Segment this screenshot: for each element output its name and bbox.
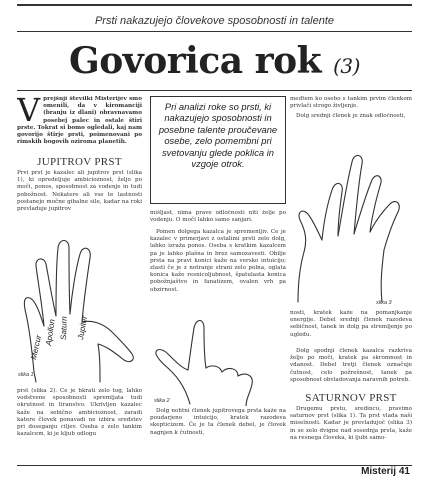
col3-mid-text: nosti, kratek kaže na pomanjkanje energije. Debel srednji členek razodeva sebičnost, tanek in dolg pa stremljenje po ugledu.: [290, 310, 412, 338]
hand-figure-2: [150, 298, 286, 406]
col3-paragraph-2: Dolg spodnji členek kazalca razkriva željo po moči, kratek pa skromnost in vdanost. Debel tretji členek označuje čutnost, celo požrešnost, tanek pa sposobnost obvladovanja naravnih potreb.: [290, 348, 412, 383]
hand-figure-3: [290, 124, 412, 306]
hand-figure-1: [14, 222, 142, 386]
section-saturn-text: Drugemu prstu, sredincu, pravimo saturnov prst (slika 1). Ta prst vlada naši miselnosti. Kadar je prevladujoč (slika 3) in se zelo dvigne nad sosednja prsta, kaže na resnega človeka, ki ljubi samo-: [290, 406, 412, 441]
page-title: [17, 40, 412, 82]
dropcap: V: [17, 96, 41, 129]
pull-quote: Pri analizi roke so prsti, ki nakazujejo sposobnosti in posebne talente proučevane osebe, zelo pomembni pri svetovanju glede poklica in vzgoje otrok.: [150, 96, 286, 204]
title-number: (3): [333, 54, 360, 78]
finger-label-mercury: Mercur: [29, 334, 44, 361]
top-rule: [17, 4, 412, 6]
footer-page-number: Misterij 41: [361, 466, 410, 477]
kicker-rule: [17, 31, 412, 32]
intro-paragraph: [17, 96, 142, 156]
col2-top-text: mišljast, nima prave odločnosti niti želje po vodenju. O moči lahko samo sanjari.: [150, 210, 286, 224]
col3-paragraph: Dolg srednji členek je znak odločnosti,: [296, 113, 406, 119]
intro-text: prejšnji številki Misterijev smo omenili, da v kiromanciji (branju iz dlani) obravnavamo posebej palec in ostale štiri prste. Tokrat si bomo ogledali, kaj nam govorijo štirje prsti, poimenovani po rimskih bogovih oziroma planetih.: [17, 96, 142, 146]
finger-label-apollo: Apollon: [44, 318, 57, 347]
section-jupiter-text: Prvi prst je kazalec ali jupitrov prst (slika 1), ki opredeljuje ambicioznost, željo po moči, ponos, sposobnost za vodenje in tudi pobožnost. Nekatere ali vse te lastnosti postanejo močne gibalne sile, kadar na roki prevladuje jupitrov: [17, 170, 142, 213]
section-heading-saturn: SATURNOV PRST: [305, 392, 397, 404]
caption-fig3: slika 3: [376, 300, 392, 306]
col1-bottom-text: prst (slika 2). Če je hkrati zelo tog, lahko vodstvene sposobnosti spremljata tudi okrutnost in tiranstvo. Ukrivljen kazalec kaže na sebično ambicioznost, zaradi katere človek ponavadi ne izbira sredstev pri doseganju ciljev. Oseba z zelo tankim kazalcem, ki je kljub odlogu: [17, 388, 142, 438]
footer-rule: [17, 465, 412, 466]
col3-top-text: medtem ko osebo s tankim prvim členkom privlači strogo življenje.: [290, 96, 412, 110]
finger-label-saturn: Saturn: [59, 316, 69, 341]
caption-fig1: slika 1: [18, 372, 34, 378]
title-main: Govorica rok: [69, 40, 322, 82]
section-heading-jupiter: JUPITROV PRST: [37, 156, 122, 168]
title-rule: [17, 90, 412, 91]
col2-paragraph: Pomen dolgega kazalca je spremenljiv. Če je kazalec v primerjavi z ostalimi prsti zelo dolg, lahko izraža ponos. Oseba s kratkim kazalcem pa je lahko plašna in brez samozavesti. Obilje prsta na pravi konici kaže na versko intuicijo; zlasti če je z notranje strani zelo polna, oglata konica kaže resnicoljubnost, špatulasta konica pobožnjaštvo in fanatizem, ovalen vrh pa obzirnost.: [150, 229, 286, 293]
finger-label-jupiter: Jupiter: [76, 315, 90, 341]
kicker: Prsti nakazujejo človekove sposobnosti in talente: [94, 15, 335, 27]
col2-bottom-text: Dolg nohtni členek jupitrovega prsta kaže na poudarjeno intuicijo, kratek razodeva skepticizem. Če je ta členek debel, je človek nagnjen k čutnosti,: [150, 408, 286, 436]
caption-fig2: slika 2: [154, 398, 170, 404]
